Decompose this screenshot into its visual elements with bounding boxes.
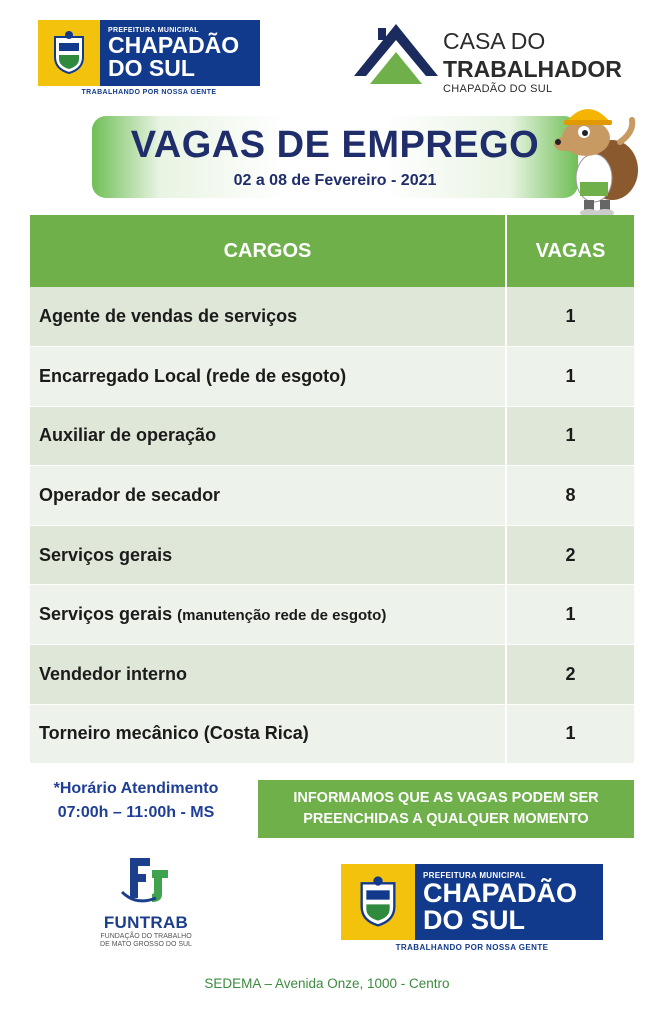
job-role (30, 525, 506, 585)
table-row (30, 645, 634, 705)
prefeitura-line2: DO SUL (423, 904, 526, 935)
job-role (30, 466, 506, 526)
job-role-text: Agente de vendas de serviços (39, 306, 298, 327)
job-role-note: (manutenção rede de esgoto) (177, 607, 387, 625)
prefeitura-line1: CHAPADÃO (108, 31, 240, 58)
prefeitura-line1: CHAPADÃO (423, 877, 577, 908)
hours-time: 07:00h – 11:00h - MS (57, 804, 215, 821)
job-role-text: Operador de secador (39, 485, 221, 506)
funtrab-sub2: DE MATO GROSSO DO SUL (100, 941, 192, 949)
footer-address: SEDEMA – Avenida Onze, 1000 - Centro (204, 976, 450, 991)
table-row (30, 287, 634, 347)
prefeitura-logo-top (38, 20, 260, 96)
table-row (30, 347, 634, 407)
title-banner (92, 116, 578, 198)
job-role (30, 406, 506, 466)
prefeitura-small: PREFEITURA MUNICIPAL (423, 870, 526, 880)
notice-line1: INFORMAMOS QUE AS VAGAS PODEM SER (293, 789, 599, 806)
page-title: VAGAS DE EMPREGO (130, 124, 540, 166)
prefeitura-logo-bottom (341, 864, 603, 952)
job-count: 2 (506, 645, 634, 705)
prefeitura-line2: DO SUL (108, 54, 195, 81)
job-role (30, 347, 506, 407)
funtrab-logo (80, 852, 212, 952)
job-role-text: Torneiro mecânico (Costa Rica) (39, 723, 309, 744)
prefeitura-tagline: TRABALHANDO POR NOSSA GENTE (395, 943, 549, 952)
job-count: 1 (506, 704, 634, 764)
job-role-text: Serviços gerais (39, 604, 173, 625)
job-count: 8 (506, 466, 634, 526)
service-hours (36, 780, 236, 822)
notice-box (258, 780, 634, 838)
job-role-text: Vendedor interno (39, 663, 188, 684)
notice-line2: PREENCHIDAS A QUALQUER MOMENTO (303, 811, 589, 827)
casa-line1: CASA DO (443, 28, 546, 54)
job-count: 1 (506, 406, 634, 466)
city-crest-icon (38, 20, 100, 86)
job-role (30, 645, 506, 705)
city-crest-icon (341, 864, 415, 940)
hours-label: *Horário Atendimento (53, 780, 219, 797)
job-role-text: Auxiliar de operação (39, 425, 217, 446)
funtrab-mark-icon (116, 852, 176, 906)
date-range: 02 a 08 de Fevereiro - 2021 (233, 172, 437, 189)
job-role-text: Serviços gerais (39, 544, 173, 565)
table-row (30, 466, 634, 526)
prefeitura-small: PREFEITURA MUNICIPAL (108, 26, 199, 34)
casa-do-trabalhador-logo (350, 18, 640, 100)
mascot-illustration (544, 92, 644, 218)
header-cargos: CARGOS (30, 215, 506, 287)
job-role (30, 704, 506, 764)
house-icon (350, 18, 442, 90)
table-row (30, 585, 634, 645)
job-role-text: Encarregado Local (rede de esgoto) (39, 365, 347, 386)
jobs-table (30, 215, 634, 764)
casa-line2: TRABALHADOR (443, 56, 622, 82)
table-row (30, 704, 634, 764)
job-count: 1 (506, 585, 634, 645)
job-role (30, 585, 506, 645)
job-count: 1 (506, 347, 634, 407)
job-role (30, 287, 506, 347)
prefeitura-tagline: TRABALHANDO POR NOSSA GENTE (81, 89, 217, 96)
table-row (30, 525, 634, 585)
job-count: 1 (506, 287, 634, 347)
table-row (30, 406, 634, 466)
job-count: 2 (506, 525, 634, 585)
funtrab-sub1: FUNDAÇÃO DO TRABALHO (100, 933, 192, 940)
table-header-row (30, 215, 634, 287)
funtrab-name: FUNTRAB (103, 913, 189, 932)
header-vagas: VAGAS (506, 215, 634, 287)
casa-line3: CHAPADÃO DO SUL (443, 83, 553, 95)
